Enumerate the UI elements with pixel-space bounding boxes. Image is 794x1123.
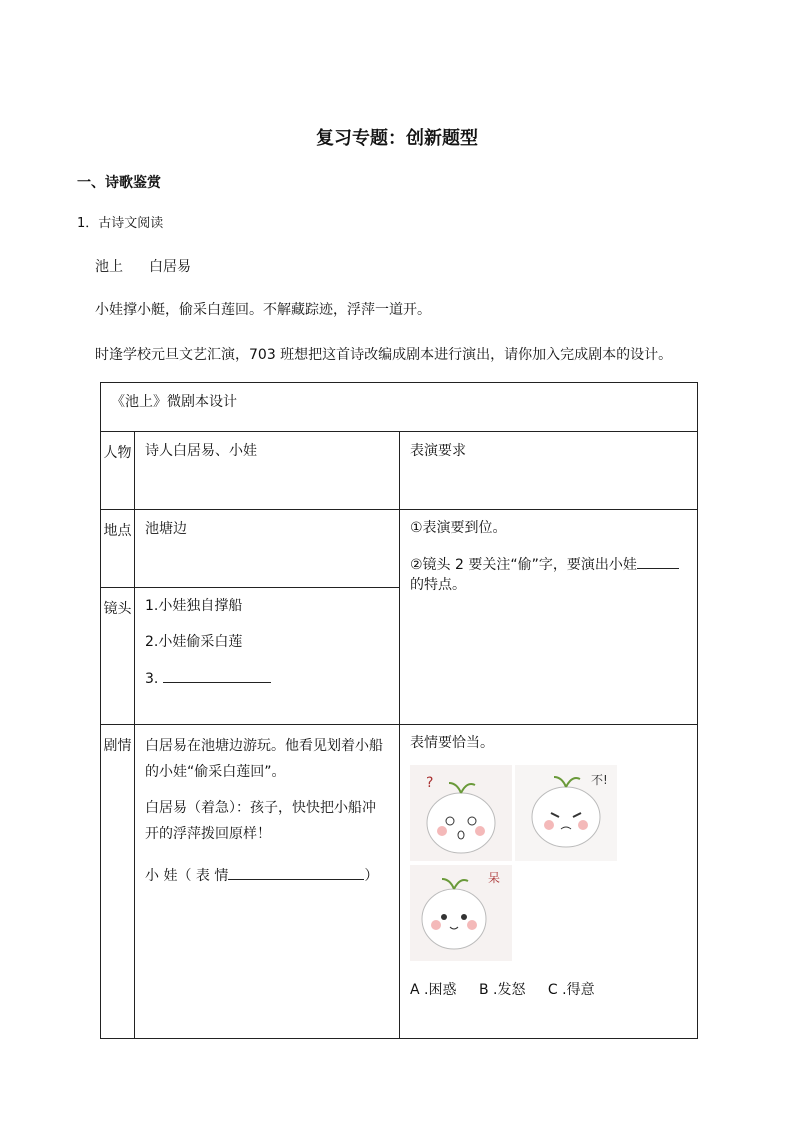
plot-cell [135,725,400,1039]
confused-face-icon [410,765,512,861]
requirements-header-cell [400,432,698,510]
shot-1: 1.小娃独自撑船 [145,598,243,614]
place-text: 池塘边 [145,521,187,537]
poem-author: 白居易 [149,259,191,275]
section-heading: 一、诗歌鉴赏 [77,175,161,191]
requirement-2-tail: 的特点。 [410,577,466,593]
plot-p3-close: ） [364,868,379,884]
plot-p3-text: 小 娃（ 表 情 [145,868,229,884]
plot-requirement: 表情要恰当。 [410,735,494,751]
page-title: 复习专题：创新题型 [316,128,478,149]
place-cell [135,510,400,588]
smug-face-icon [410,865,512,961]
plot-paragraph-1: 白居易在池塘边游玩。他看见划着小船的小娃“偷采白莲回”。 [145,738,383,780]
question-number: 1．古诗文阅读 [77,216,164,231]
requirements-header: 表演要求 [410,443,466,459]
shots-cell [135,588,400,725]
emoji-mark-smug: 呆 [488,871,501,885]
option-c[interactable]: C .得意 [547,982,595,998]
characters-cell [135,432,400,510]
table-header [101,383,698,432]
poem-text: 小娃撑小艇，偷采白莲回。不解藏踪迹，浮萍一道开。 [95,302,431,318]
intro-text: 时逢学校元旦文艺汇演，703 班想把这首诗改编成剧本进行演出，请你加入完成剧本的设计。 [95,347,673,363]
option-b[interactable]: B .发怒 [478,982,526,998]
plot-requirements-cell [400,725,698,1039]
label-plot: 剧情 [101,725,135,1039]
poem-name: 池上 [95,259,123,275]
options-row [410,979,687,999]
requirement-2-text: ②镜头 2 要关注“偷”字，要演出小娃 [410,557,637,573]
plot-paragraph-3 [145,865,389,886]
option-a[interactable]: A .困惑 [410,982,457,998]
script-design-table [100,382,698,1039]
label-place: 地点 [101,510,135,588]
shot-3-text: 3. [145,671,159,687]
emoji-row-1 [410,765,687,861]
requirement-1: ①表演要到位。 [410,520,507,536]
shot-3 [145,668,389,689]
plot-paragraph-2: 白居易（着急）：孩子，快快把小船冲开的浮萍拨回原样！ [145,800,376,842]
label-characters: 人物 [101,432,135,510]
characters-text: 诗人白居易、小娃 [145,443,257,459]
answer-blank-shot-3[interactable] [163,668,271,683]
shot-2: 2.小娃偷采白莲 [145,634,243,650]
answer-blank-trait[interactable] [637,554,679,569]
emoji-mark-angry: 不! [591,773,608,787]
shot-requirements-cell [400,510,698,725]
emoji-row-2 [410,865,687,961]
requirement-2 [410,554,687,595]
angry-face-icon [515,765,617,861]
answer-blank-expression[interactable] [228,865,364,880]
emoji-mark-confused: ? [426,775,434,791]
table-header-text: 《池上》微剧本设计 [111,394,237,410]
poem-heading [95,256,217,276]
label-shots: 镜头 [101,588,135,725]
